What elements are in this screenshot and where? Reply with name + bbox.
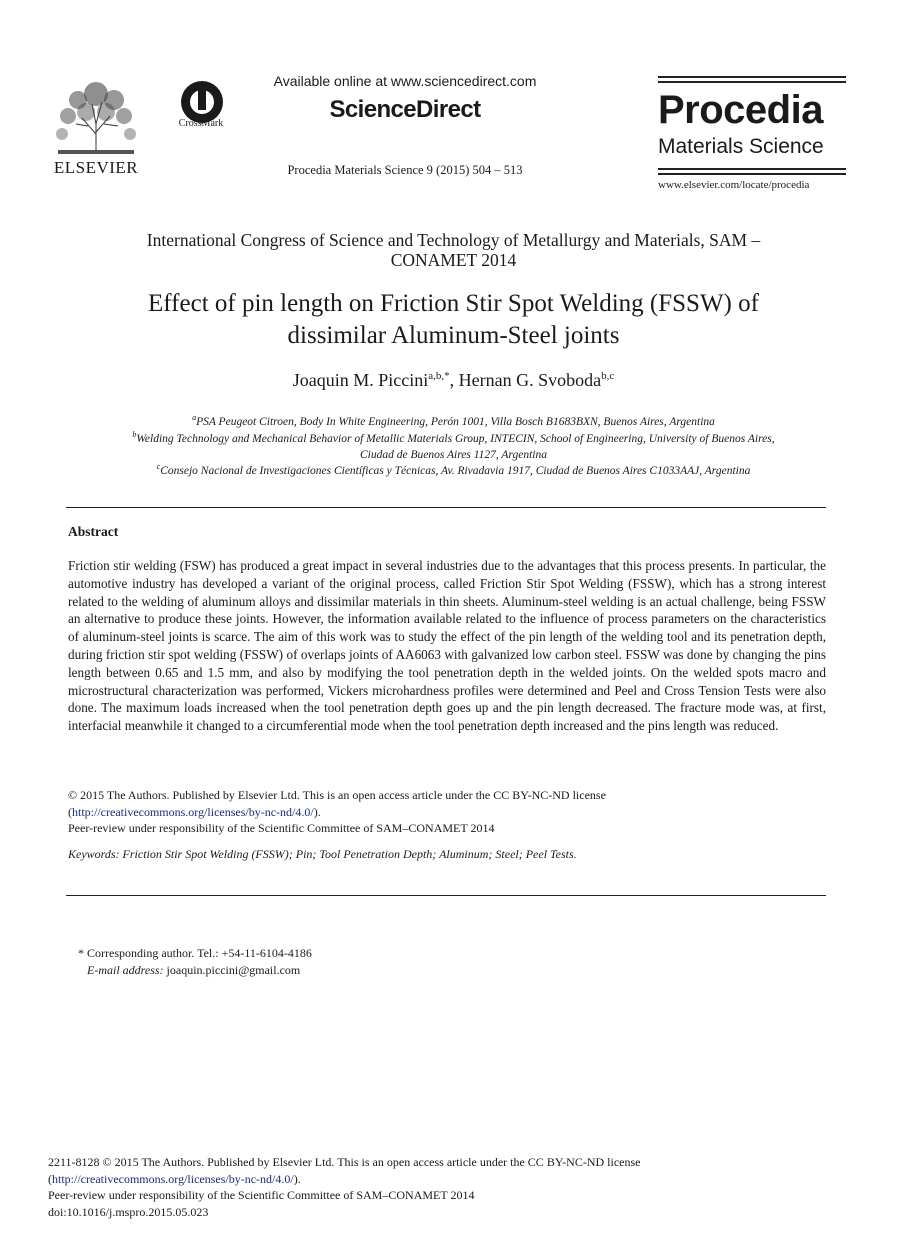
footer-license-link[interactable]: http://creativecommons.org/licenses/by-nc-nd/4.0/ [52,1171,294,1186]
affil-c-text: Consejo Nacional de Investigaciones Científicas y Técnicas, Av. Rivadavia 1917, Ciudad de Buenos Aires C1033AAJ, Argentina [160,464,751,477]
author-1-affil: a,b,* [428,370,450,382]
procedia-url[interactable]: www.elsevier.com/locate/procedia [658,179,810,191]
procedia-rule-bottom-2 [658,173,846,175]
procedia-rule-top [658,76,846,78]
congress-name [90,230,817,270]
abstract-heading: Abstract [68,524,119,539]
corresponding-email-line [78,962,778,979]
author-2-affil: b,c [601,370,615,382]
available-online[interactable]: Available online at www.sciencedirect.com [273,73,537,89]
author-1: Joaquin M. Piccini [292,370,429,390]
procedia-logo: Procedia [658,88,823,132]
email-label: E-mail address: [87,962,164,977]
procedia-rule-top-2 [658,81,846,83]
keywords: Keywords: Friction Stir Spot Welding (FSSW); Pin; Tool Penetration Depth; Aluminum; Steel; Peel Tests. [68,847,577,861]
rule-above-abstract [66,507,826,508]
abstract-body: Friction stir welding (FSW) has produced a great impact in several industries due to the advantages that this process presents. In particular, the automotive industry has developed a variant of the original process, called Friction Stir Spot Welding (FSSW), which has a strong interest related to the welding of aluminum alloys and dissimilar materials in thin sheets. Aluminum-steel welding is an actual challenge, being FSSW an alternative to produce these joints. However, the information available related to the influence of process parameters on the characteristics of aluminum-steel joints is scarce. The aim of this work was to study the effect of the pin length of the welding tool and its penetration depth, during friction stir spot welding (FSSW) of overlaps joints of AA6063 with galvanized low carbon steel. FSSW was done by changing the pins length between 0.65 and 1.5 mm, and also by modifying the tool penetration depth in the welded joints. On the welded spots macro and microstructural characterization was performed, Vickers microhardness profiles were determined and Peel and Cross Tension Tests were also done. The maximum loads increased when the tool penetration depth goes up and the pin length decreased. The fracture mode was, at first, interfacial meanwhile it changed to a circumferential mode when the tool penetration depth increased and the pins length was reduced. [68,558,826,734]
license-block [68,787,826,837]
page-footer [48,1154,848,1220]
license-link[interactable]: http://creativecommons.org/licenses/by-nc-nd/4.0/ [72,804,314,819]
journal-reference: Procedia Materials Science 9 (2015) 504 – 513 [287,163,523,177]
congress-line-2: CONAMET 2014 [390,250,517,270]
peer-review-line: Peer-review under responsibility of the Scientific Committee of SAM–CONAMET 2014 [68,821,495,835]
authors [90,370,817,391]
procedia-subtitle: Materials Science [658,135,824,158]
affil-a-mark: a [192,413,197,422]
affil-c-mark: c [156,462,161,471]
title-line-2: dissimilar Aluminum-Steel joints [287,322,620,349]
email-address[interactable]: joaquin.piccini@gmail.com [163,962,301,977]
affil-b-line-1: Welding Technology and Mechanical Behavior of Metallic Materials Group, INTECIN, School of Engineering, University of Buenos Aires, [136,432,775,445]
affil-b-mark: b [132,430,137,439]
author-2: Hernan G. Svoboda [458,370,602,390]
license-link-open: ( [68,804,72,819]
rule-below-keywords [66,895,826,896]
title-line-1: Effect of pin length on Friction Stir Spot Welding (FSSW) of [148,290,759,317]
sciencedirect-logo: ScienceDirect [329,96,481,123]
crossmark-label: CrossMark [178,118,224,129]
affiliation-c [68,459,839,479]
elsevier-wordmark: ELSEVIER [53,158,139,177]
affiliation-b [68,427,839,463]
license-link-line [68,804,826,821]
congress-line-1: International Congress of Science and Technology of Metallurgy and Materials, SAM – [146,230,761,250]
footer-peer-review: Peer-review under responsibility of the Scientific Committee of SAM–CONAMET 2014 [48,1188,475,1202]
license-link-close: ). [313,804,321,819]
footer-link-open: ( [48,1171,52,1186]
procedia-rule-bottom [658,168,846,170]
affil-a-text: PSA Peugeot Citroen, Body In White Engineering, Perón 1001, Villa Bosch B1683BXN, Buenos Aires, Argentina [196,415,715,428]
footer-link-line [48,1171,848,1188]
corresponding-author [78,945,778,978]
footer-link-close: ). [293,1171,301,1186]
author-separator: , [449,370,459,390]
affil-b-line-2: Ciudad de Buenos Aires 1127, Argentina [360,448,547,461]
corresponding-phone: * Corresponding author. Tel.: +54-11-6104-4186 [78,946,312,960]
license-line: © 2015 The Authors. Published by Elsevier Ltd. This is an open access article under the CC BY-NC-ND license [68,788,606,802]
paper-title [90,288,817,352]
footer-copyright: 2211-8128 © 2015 The Authors. Published by Elsevier Ltd. This is an open access article under the CC BY-NC-ND license [48,1155,641,1169]
footer-doi[interactable]: doi:10.1016/j.mspro.2015.05.023 [48,1204,209,1219]
